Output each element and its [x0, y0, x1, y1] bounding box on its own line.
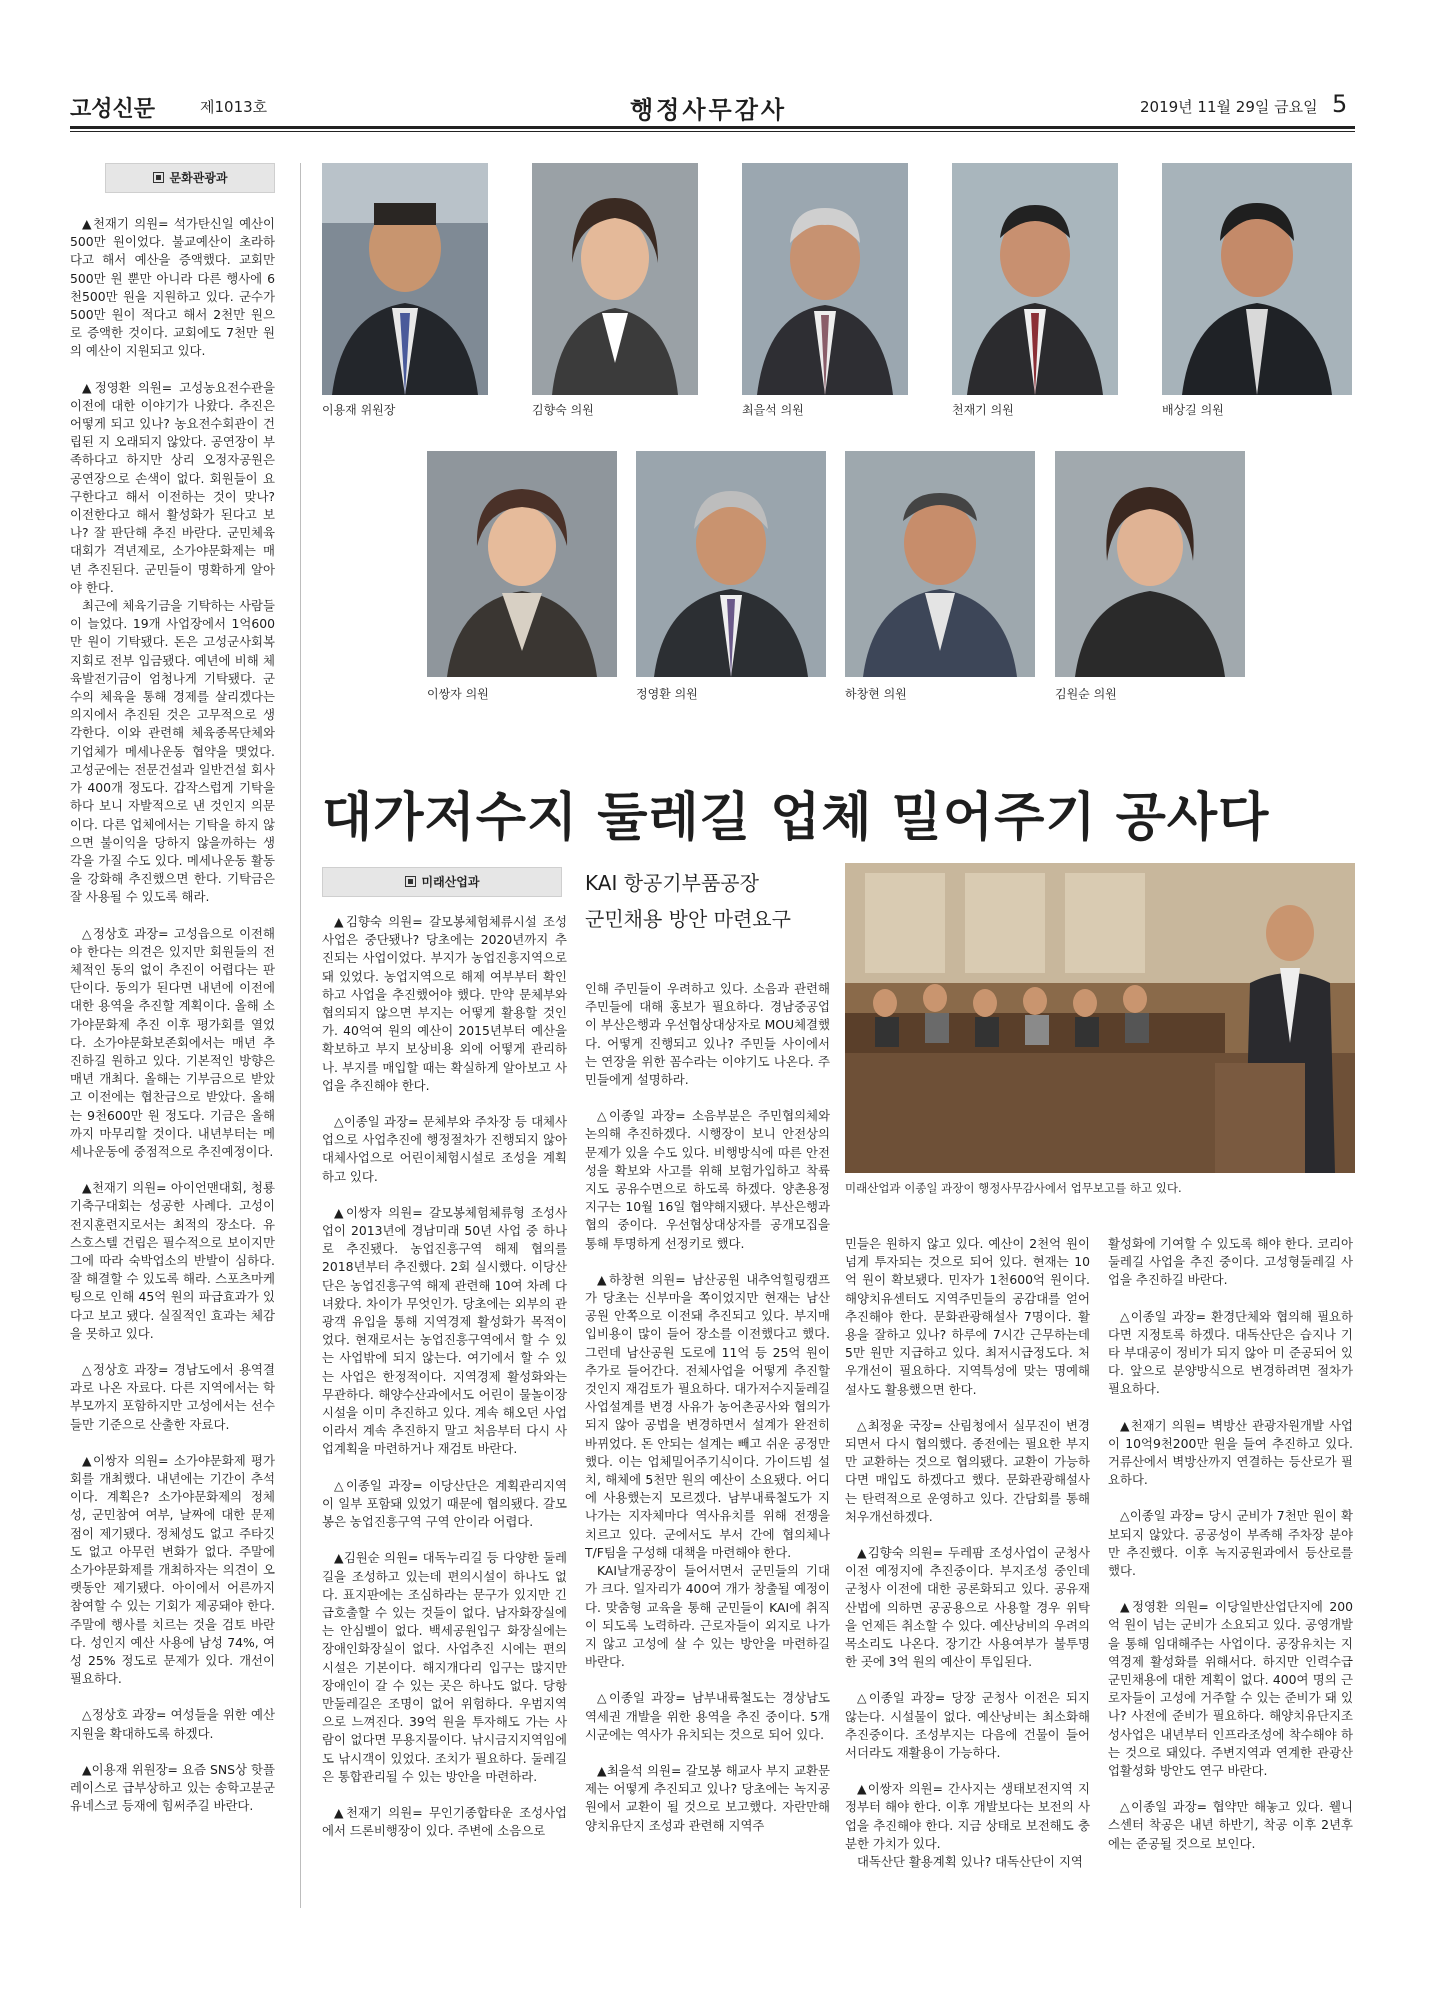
category-future: 미래산업과: [322, 867, 562, 897]
issue-number: 제1013호: [200, 98, 268, 116]
paragraph: 최근에 체육기금을 기탁하는 사람들이 늘었다. 19개 사업장에서 1억600만 원이 기탁됐다. 돈은 고성군사회복지회로 전부 입금됐다. 예년에 비해 체육발전기금이 엄청나게 기탁됐다. 군수의 체육을 통해 경제를 살리겠다는 의지에서 추진된 것은 고무적으로 생각한다. 이와 관련해 체육종목단체와 기업체가 메세나운동 협약을 맺었다. 고성군에는 전문건설과 일반건설 회사가 400개 정도다. 갑작스럽게 기탁을 하다 보니 자발적으로 낸 것인지 의문이다. 다른 업체에서는 기탁을 하지 않으면 불이익을 당하지 않을까하는 생각을 가질 수도 있다. 메세나운동 활동을 강화해 추진했으면 한다. 기탁금은 잘 사용될 수 있도록 해라.: [70, 598, 275, 905]
paragraph: △이종일 과장= 이당산단은 계획관리지역이 일부 포함돼 있었기 때문에 협의됐다. 갈모봉은 농업진흥구역 구역 안이라 어렵다.: [322, 1477, 567, 1530]
category-culture: 문화관광과: [105, 163, 275, 193]
photo-caption: 하창현 의원: [845, 687, 907, 701]
paragraph: △이종일 과장= 당시 군비가 7천만 원이 확보되지 않았다. 공공성이 부족해 주차장 분야만 추진했다. 이후 녹지공원과에서 등산로를 했다.: [1108, 1508, 1353, 1579]
photo-caption: 천재기 의원: [952, 403, 1014, 417]
paragraph: △최정윤 국장= 산림청에서 실무진이 변경되면서 다시 협의했다. 종전에는 필요한 부지만 교환하는 것으로 협의됐다. 교환이 가능하다면 매입도 하겠다고 했다. 문화관광해설사는 탄력적으로 운영하고 있다. 간담회를 통해 처우개선하겠다.: [845, 1417, 1090, 1524]
paragraph: ▲천재기 의원= 석가탄신일 예산이 500만 원이었다. 불교예산이 초라하다고 해서 예산을 증액했다. 교회만 500만 원 뿐만 아니라 다른 행사에 6천500만 원을 지원하고 있다. 군수가 500만 원이 적다고 해서 2천만 원으로 증액한 것이다. 교회에도 7천만 원의 예산이 지원되고 있다.: [70, 216, 275, 359]
portrait-photo: [427, 451, 617, 677]
paragraph: 민들은 원하지 않고 있다. 예산이 2천억 원이 넘게 투자되는 것으로 되어 있다. 현재는 10억 원이 확보됐다. 민자가 1천600억 원이다. 해양치유센터도 지역주민들의 공감대를 얻어 추진해야 한다. 문화관광해설사 7명이다. 활용을 잘하고 있나? 하루에 7시간 근무하는데 5만 원만 지급하고 있다. 최저시급정도다. 처우개선이 필요하다. 지역특성에 맞는 명예해설사도 활용했으면 한다.: [845, 1236, 1090, 1397]
photo-caption: 이용재 위원장: [322, 403, 396, 417]
paper-name: 고성신문: [70, 96, 156, 122]
photo-caption: 김향숙 의원: [532, 403, 594, 417]
photo-caption: 미래산업과 이종일 과장이 행정사무감사에서 업무보고를 하고 있다.: [845, 1181, 1182, 1195]
portrait-photo: [742, 163, 908, 395]
square-bullet-icon: [405, 876, 416, 887]
paragraph: ▲김원순 의원= 대독누리길 등 다양한 둘레길을 조성하고 있는데 편의시설이 하나도 없다. 표지판에는 조심하라는 문구가 있지만 긴급호출할 수 있는 것들이 없다. 남자화장실에는 안심벨이 없다. 백세공원입구 화장실에는 장애인화장실이 없다. 사업추진 시에는 편의시설은 기본이다. 해지개다리 입구는 많지만 장애인이 갈 수 있는 곳은 하나도 없다. 당항만둘레길은 조명이 없어 위험하다. 우범지역으로 느껴진다. 39억 원을 투자해도 가는 사람이 없다면 무용지물이다. 낚시금지지역임에도 낚시객이 있었다. 조치가 필요하다. 둘레길은 통합관리될 수 있는 방안을 마련하라.: [322, 1550, 567, 1784]
photo-caption: 배상길 의원: [1162, 403, 1224, 417]
paragraph: ▲이쌍자 의원= 소가야문화제 평가회를 개최했다. 내년에는 기간이 추석이다. 계획은? 소가야문화제의 정체성, 군민참여 여부, 날짜에 대한 문제점이 제기됐다. 정체성도 없고 주타깃도 없고 아무런 변화가 없다. 주말에 소가야문화제를 개최하자는 의견이 오랫동안 제기됐다. 아이에서 어른까지 참여할 수 있는 기회가 제공돼야 한다. 주말에 행사를 치르는 것을 검토 바란다. 성인지 예산 사용에 남성 74%, 여성 25% 정도로 문제가 있다. 개선이 필요하다.: [70, 1452, 275, 1687]
paragraph: 인해 주민들이 우려하고 있다. 소음과 관련해 주민들에 대해 홍보가 필요하다. 경남중공업이 부산은행과 우선협상대상자로 MOU체결했다. 어떻게 진행되고 있나? 주민들 사이에서는 연장을 위한 꼼수라는 이야기도 나온다. 주민들에게 설명하라.: [585, 981, 830, 1088]
paragraph: ▲천재기 의원= 벽방산 관광자원개발 사업이 10억9천200만 원을 들여 추진하고 있다. 거류산에서 벽방산까지 연결하는 등산로가 필요하다.: [1108, 1417, 1353, 1488]
paragraph: ▲천재기 의원= 무인기종합타운 조성사업에서 드론비행장이 있다. 주변에 소음으로: [322, 1804, 567, 1839]
section-title: 행정사무감사: [630, 95, 788, 124]
column-5: [1108, 1235, 1353, 1871]
portrait-photo: [532, 163, 698, 395]
paragraph: 대독산단 활용계획 있나? 대독산단이 지역: [857, 1854, 1083, 1870]
paragraph: △이종일 과장= 남부내륙철도는 경상남도역세권 개발을 위한 용역을 추진 중이다. 5개 시군에는 역사가 유치되는 것으로 되어 있다.: [585, 1690, 830, 1742]
portrait-photo: [322, 163, 488, 395]
portrait-photo: [636, 451, 826, 677]
page-number: 5: [1332, 90, 1348, 118]
subhead-line: KAI 항공기부품공장: [585, 871, 759, 895]
paragraph: 활성화에 기여할 수 있도록 해야 한다. 코리아둘레길 사업을 추진 중이다. 고성형둘레길 사업을 추진하길 바란다.: [1108, 1236, 1353, 1288]
paragraph: △정상호 과장= 여성들을 위한 예산지원을 확대하도록 하겠다.: [70, 1707, 275, 1741]
paragraph: △이종일 과장= 당장 군청사 이전은 되지 않는다. 시설물이 없다. 예산낭비는 최소화해 추진중이다. 조성부지는 다음에 건물이 들어서더라도 재활용이 가능하다.: [845, 1690, 1090, 1761]
paragraph: ▲최을석 의원= 갈모봉 해교사 부지 교환문제는 어떻게 추진되고 있나? 당초에는 녹지공원에서 교환이 될 것으로 보고했다. 자란만해양치유단지 조성과 관련해 지역주: [585, 1762, 830, 1833]
portrait-photo: [952, 163, 1118, 395]
paragraph: ▲천재기 의원= 아이언맨대회, 청룡기축구대회는 성공한 사례다. 고성이 전지훈련지로서는 최적의 장소다. 유스호스텔 건립은 필수적으로 보이지만 그에 따라 숙박업소의 반발이 심하다. 잘 해결할 수 있도록 해라. 스포츠마케팅으로 인해 45억 원의 파급효과가 있다고 보고 됐다. 실질적인 효과는 체감을 못하고 있다.: [70, 1180, 275, 1341]
paragraph: ▲이쌍자 의원= 갈모봉체험체류형 조성사업이 2013년에 경남미래 50년 사업 중 하나로 추진됐다. 농업진흥구역 해제 협의를 2018년부터 추진했다. 2회 실시했다. 이당산단은 농업진흥구역 해제 관련해 10여 차례 다녀왔다. 차이가 무엇인가. 당초에는 외부의 관광객 유입을 통해 지역경제 활성화가 목적이었다. 현재로서는 농업진흥구역에서 할 수 있는 사업밖에 되지 않는다. 여기에서 할 수 있는 사업은 한정적이다. 지역경제 활성화와는 무관하다. 해양수산과에서도 어린이 물놀이장 시설을 이미 추진하고 있다. 계속 해오던 사업이라서 계속 추진하지 말고 처음부터 다시 사업계획을 마련하거나 재검토 바란다.: [322, 1204, 567, 1457]
column-2: [322, 913, 567, 1858]
header-rule: [70, 126, 1355, 129]
paragraph: ▲이용재 위원장= 요즘 SNS상 핫플레이스로 급부상하고 있는 송학고분군 유네스코 등재에 힘써주길 바란다.: [70, 1761, 275, 1814]
paragraph: ▲김향숙 의원= 두레팜 조성사업이 군청사이전 예정지에 추진중이다. 부지조성 중인데 군청사 이전에 대한 공론화되고 있다. 공유재산법에 의하면 공공용으로 사용할 경우 위탁을 언제든 취소할 수 있다. 예산낭비의 우려의 목소리도 나온다. 장기간 사용여부가 불투명한 곳에 3억 원의 예산이 투입된다.: [845, 1545, 1090, 1670]
paragraph: ▲김향숙 의원= 갈모봉체험체류시설 조성사업은 중단됐나? 당초에는 2020년까지 추진되는 사업이었다. 부지가 농업진흥지역으로 돼 있었다. 농업지역으로 해제 여부부터 확인하고 사업을 추진했어야 했다. 만약 문체부와 협의되지 않으면 부지는 어떻게 활용할 것인가. 40억여 원의 예산이 2015년부터 예산을 확보하고 부지 보상비용 외에 어떻게 관리하나. 부지를 매입할 때는 확실하게 알아보고 사업을 추진해야 한다.: [322, 914, 567, 1093]
photo-caption: 김원순 의원: [1055, 687, 1117, 701]
paragraph: △정상호 과장= 경남도에서 용역결과로 나온 자료다. 다른 지역에서는 학부모까지 포함하지만 고성에서는 선수들만 기준으로 산출한 자료다.: [70, 1361, 275, 1432]
photo-caption: 최을석 의원: [742, 403, 804, 417]
page-header: [70, 92, 1355, 124]
paragraph: KAI날개공장이 들어서면서 군민들의 기대가 크다. 일자리가 400여 개가 창출될 예정이다. 맞춤형 교육을 통해 군민들이 KAI에 취직이 되도록 노력하라. 근로자들이 외지로 나가지 않고 고성에 살 수 있는 방안을 마련하길 바란다.: [585, 1563, 830, 1670]
square-bullet-icon: [153, 172, 164, 183]
paragraph: △정상호 과장= 고성읍으로 이전해야 한다는 의견은 있지만 회원들의 전체적인 동의 없이 추진이 어렵다는 판단이다. 동의가 된다면 내년에 이전에 대한 용역을 추진할 계획이다. 올해 소가야문화제 추진 이후 평가회를 열었다. 소가야문화보존회에서는 매년 추진하길 원하고 있다. 기본적인 방향은 매년 개최다. 올해는 기부금으로 받았고 이전에는 협찬금으로 받았다. 올해는 9천600만 원 정도다. 기금은 올해까지 마무리할 것이다. 내년부터는 메세나운동에 중점적으로 추진예정이다.: [70, 925, 275, 1159]
portrait-photo: [845, 451, 1035, 677]
column-1: [70, 215, 275, 1833]
column-4: [845, 1235, 1090, 1889]
paragraph: ▲정영환 의원= 이당일반산업단지에 200억 원이 넘는 군비가 소요되고 있다. 공영개발을 통해 임대해주는 사업이다. 공장유치는 지역경제 활성화를 위해서다. 하지만 인력수급 군민채용에 대한 계획이 없다. 400여 명의 근로자들이 고성에 거주할 수 있는 준비가 돼 있나? 사전에 준비가 필요하다. 해양치유단지조성사업은 내년부터 인프라조성에 착수해야 하는 것으로 돼있다. 주변지역과 연계한 관광산업활성화 방안도 연구 바란다.: [1108, 1599, 1353, 1779]
photo-caption: 정영환 의원: [636, 687, 698, 701]
paragraph: ▲정영환 의원= 고성농요전수관을 이전에 대한 이야기가 나왔다. 추진은 어떻게 되고 있나? 농요전수회관이 건립된 지 오래되지 않았다. 공연장이 부족하다고 하지만 상리 오정자공원은 공연장으로 손색이 없다. 회원들이 요구한다고 해서 이전하는 것이 맞나? 이전한다고 해서 활성화가 된다고 보나? 잘 판단해 추진 바란다. 군민체육대회가 격년제로, 소가야문화제는 매년 추진된다. 군민들이 명확하게 알아야 한다.: [70, 379, 275, 595]
issue-date: 2019년 11월 29일 금요일: [1140, 98, 1318, 116]
column-3: [585, 980, 830, 1853]
header-rule-thin: [70, 131, 1355, 132]
article-headline: 대가저수지 둘레길 업체 밀어주기 공사다: [322, 788, 1270, 848]
portrait-photo: [1055, 451, 1245, 677]
paragraph: ▲하창현 의원= 남산공원 내추억힐링캠프가 당초는 신부마을 쪽이었지만 현재는 남산공원 안쪽으로 이전돼 추진되고 있다. 부지매입비용이 많이 들어 장소를 이전했다고 했다. 그런데 남산공원 도로에 11억 등 25억 원이 추가로 들어간다. 전체사업을 어떻게 추진할 것인지 재검토가 필요하다. 대가저수지둘레길 사업설계를 변경 사유가 농어촌공사와 협의가 되지 않아 공법을 변경하면서 설계가 완전히 바뀌었다. 돈 안되는 설계는 빼고 쉬운 공정만 했다. 이는 업체밀어주기식이다. 가이드빔 설치, 해체에 5천만 원의 예산이 소요됐다. 어디에 사용했는지 모르겠다. 남부내륙철도가 지나가는 지자체마다 역사유치를 위해 전쟁을 치르고 있다. 군에서도 부서 간에 협의체나 T/F팀을 구성해 대책을 마련해야 한다.: [585, 1271, 830, 1560]
article-subhead: [585, 865, 791, 937]
photo-caption: 이쌍자 의원: [427, 687, 489, 701]
paragraph: ▲이쌍자 의원= 간사지는 생태보전지역 지정부터 해야 한다. 이후 개발보다는 보전의 사업을 추진해야 한다. 지금 상태로 보전해도 충분한 가치가 있다.: [845, 1781, 1090, 1851]
portrait-photo: [1162, 163, 1352, 395]
paragraph: △이종일 과장= 소음부분은 주민협의체와 논의해 추진하겠다. 시행장이 보니 안전상의 문제가 있을 수도 있다. 비행방식에 따른 안전성을 확보와 사고를 위해 보험가입하고 착륙지도 공유수면으로 하도록 하겠다. 양촌용정지구는 10월 16일 협약해지됐다. 부산은행과 협의 중이다. 우선협상대상자를 공개모집을 통해 투명하게 선정키로 했다.: [585, 1108, 830, 1251]
meeting-photo: [845, 863, 1355, 1173]
paragraph: △이종일 과장= 협약만 해놓고 있다. 웰니스센터 착공은 내년 하반기, 착공 이후 2년후에는 준공될 것으로 보인다.: [1108, 1799, 1353, 1851]
column-divider: [300, 163, 301, 1908]
subhead-line: 군민채용 방안 마련요구: [585, 907, 791, 931]
paragraph: △이종일 과장= 환경단체와 협의해 필요하다면 지정토록 하겠다. 대독산단은 습지나 기타 부대공이 정비가 되지 않아 미 준공되어 있다. 앞으로 분양방식으로 변경하려면 절차가 필요하다.: [1108, 1308, 1353, 1397]
paragraph: △이종일 과장= 문체부와 주차장 등 대체사업으로 사업추진에 행정절차가 진행되지 않아 대체사업으로 어린이체험시설로 조성을 계획하고 있다.: [322, 1114, 567, 1184]
